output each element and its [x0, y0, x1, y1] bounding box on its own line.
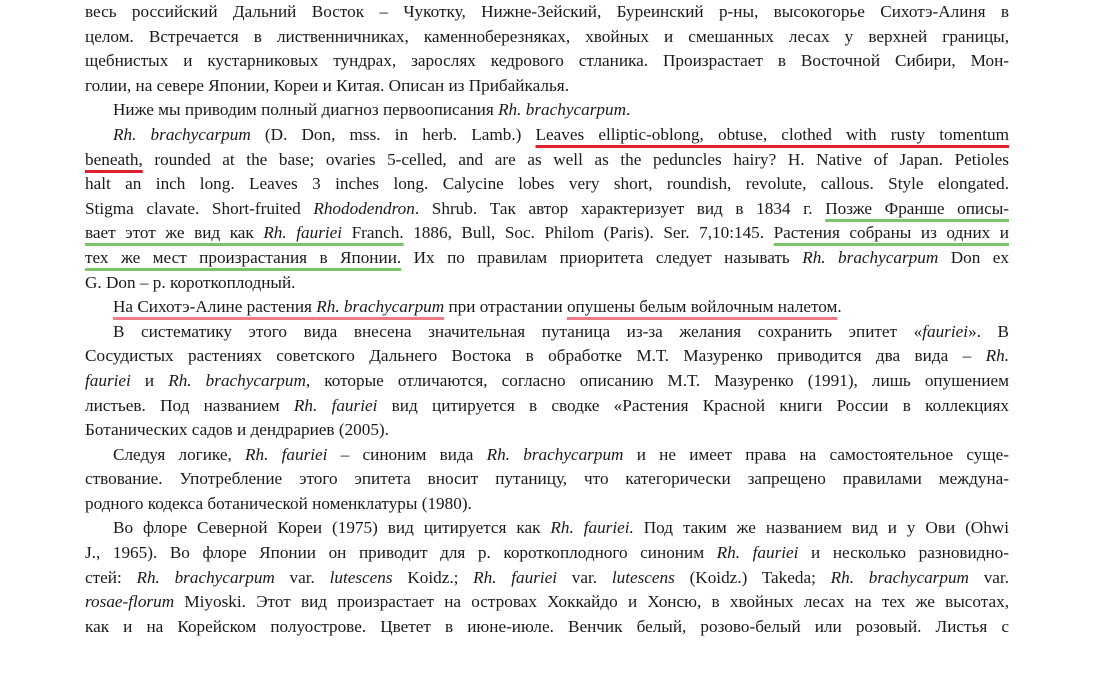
- text-span: var.: [968, 567, 1009, 587]
- italic-text: rosae-florum: [85, 592, 175, 612]
- text-span: J., 1965). Во флоре Японии он приводит для р. короткоплодного синоним: [85, 543, 717, 563]
- text-span: rounded at the base; ovaries 5-celled, and are as well as the peduncles hairy? H. Native of Japan. Petioles: [142, 149, 1009, 169]
- text-line: [85, 197, 1009, 222]
- text-line: [85, 123, 1009, 148]
- text-line: [85, 467, 1009, 492]
- italic-text: Rh. fauriei: [716, 543, 799, 563]
- text-span: Ботанических садов и дендрариев (2005).: [85, 420, 389, 440]
- italic-text: Rh. brachycarpum: [802, 247, 939, 267]
- text-span: Их по правилам приоритета следует называть: [401, 247, 803, 267]
- underlined-text: На Сихотэ-Алине растения: [113, 297, 317, 317]
- text-span: В систематику этого вида внесена значительная путаница из-за желания сохранить эпитет «: [113, 321, 923, 341]
- text-line: [85, 246, 1009, 271]
- text-span: Под таким же названием вид и у Ови (Ohwi: [633, 518, 1009, 538]
- italic-text: Rh.: [985, 346, 1009, 366]
- document-page: [85, 0, 1009, 639]
- text-span: – синоним вида: [327, 444, 487, 464]
- underlined-text: Rh. fauriei: [263, 223, 343, 243]
- italic-text: Rh. brachycarpum: [168, 370, 306, 390]
- italic-text: Rh. brachycarpum: [113, 124, 251, 144]
- underlined-text: Franch.: [342, 223, 404, 243]
- text-span: Сосудистых растениях советского Дальнего Востока в обработке М.Т. Мазуренко приводится два вида –: [85, 346, 986, 366]
- text-span: Koidz.;: [392, 567, 474, 587]
- text-span: .: [837, 297, 842, 317]
- text-line: [85, 0, 1009, 25]
- text-span: (Koidz.) Takeda;: [674, 567, 831, 587]
- text-line: [85, 49, 1009, 74]
- text-span: (D. Don, mss. in herb. Lamb.): [250, 124, 536, 144]
- text-span: при отрастании: [444, 297, 567, 317]
- text-line: [85, 443, 1009, 468]
- italic-text: fauriei: [85, 370, 131, 390]
- text-line: [85, 394, 1009, 419]
- italic-text: Rh. brachycarpum: [486, 444, 624, 464]
- italic-text: Rh. fauriei: [293, 395, 378, 415]
- text-line: [85, 344, 1009, 369]
- underlined-text: вает этот же вид как: [85, 223, 264, 243]
- text-span: var.: [557, 567, 612, 587]
- underlined-text: Rh. brachycarpum: [316, 297, 445, 317]
- text-span: и: [130, 370, 169, 390]
- text-span: Следуя логике,: [113, 444, 245, 464]
- italic-text: Rh. brachycarpum: [498, 100, 626, 120]
- italic-text: Rhododendron: [313, 198, 415, 218]
- text-span: щебнистых и кустарниковых тундрах, зарослях кедрового стланика. Произрастает в Восточной Сибири, Мон-: [85, 51, 1009, 71]
- text-line: [85, 74, 1009, 99]
- text-span: G. Don – р. короткоплодный.: [85, 272, 296, 292]
- text-span: Miyoski. Этот вид произрастает на островах Хоккайдо и Хонсю, в хвойных лесах на тех же высотах,: [174, 592, 1009, 612]
- italic-text: Rh. brachycarpum: [136, 567, 275, 587]
- underlined-text: Растения собраны из одних и: [773, 223, 1009, 243]
- text-span: Stigma clavate. Short-fruited: [85, 198, 314, 218]
- underlined-text: beneath,: [85, 149, 143, 169]
- text-span: вид цитируется в сводке «Растения Красной книги России в коллекциях: [377, 395, 1009, 415]
- italic-text: Rh. brachycarpum: [830, 567, 969, 587]
- text-span: голии, на севере Японии, Кореи и Китая. Описан из Прибайкалья.: [85, 75, 569, 95]
- text-span: и несколько разновидно-: [798, 543, 1009, 563]
- text-line: [85, 516, 1009, 541]
- underlined-text: опушены белым войлочным налетом: [566, 297, 838, 317]
- italic-text: Rh. fauriei.: [550, 518, 634, 538]
- text-span: как и на Корейском полуострове. Цветет в июне-июле. Венчик белый, розово-белый или розовый. Листья с: [85, 616, 1009, 636]
- italic-text: lutescens: [329, 567, 393, 587]
- text-line: [85, 492, 1009, 517]
- text-span: Ниже мы приводим полный диагноз первоописания: [113, 100, 499, 120]
- text-line: [85, 221, 1009, 246]
- text-line: [85, 541, 1009, 566]
- text-span: весь российский Дальний Восток – Чукотку, Нижне-Зейский, Буреинский р-ны, высокогорье Сихотэ-Алиня в: [85, 2, 1009, 21]
- text-line: [85, 369, 1009, 394]
- text-span: целом. Встречается в лиственничниках, каменноберезняках, хвойных и смешанных лесах у верхней границы,: [85, 26, 1009, 46]
- text-span: листьев. Под названием: [85, 395, 294, 415]
- text-span: 1886, Bull, Soc. Philom (Paris). Ser. 7,10:145.: [403, 223, 774, 243]
- italic-text: Rh. fauriei: [473, 567, 558, 587]
- italic-text: Rh. fauriei: [245, 444, 328, 464]
- text-line: [85, 172, 1009, 197]
- text-span: ствование. Употребление этого эпитета вносит путаницу, что категорически запрещено правилами междуна-: [85, 469, 1009, 489]
- text-line: [85, 566, 1009, 591]
- text-span: .: [626, 100, 631, 120]
- text-line: [85, 320, 1009, 345]
- text-span: var.: [274, 567, 330, 587]
- italic-text: lutescens: [611, 567, 675, 587]
- italic-text: fauriei: [922, 321, 969, 341]
- text-span: родного кодекса ботанической номенклатуры (1980).: [85, 493, 472, 513]
- text-line: [85, 590, 1009, 615]
- underlined-text: Leaves elliptic-oblong, obtuse, clothed with rusty tomentum: [535, 124, 1009, 144]
- text-line: [85, 25, 1009, 50]
- text-span: , которые отличаются, согласно описанию М.Т. Мазуренко (1991), лишь опушением: [305, 370, 1009, 390]
- text-span: и не имеет права на самостоятельное суще-: [623, 444, 1009, 464]
- underlined-text: Позже Франше описы-: [825, 198, 1009, 218]
- text-span: halt an inch long. Leaves 3 inches long. Calycine lobes very short, roundish, revolute, callous. Style elongated.: [85, 174, 1009, 194]
- text-line: [85, 418, 1009, 443]
- text-span: . Shrub. Так автор характеризует вид в 1834 г.: [414, 198, 826, 218]
- text-span: ». В: [968, 321, 1009, 341]
- text-line: [85, 295, 1009, 320]
- text-line: [85, 148, 1009, 173]
- text-span: Don ex: [938, 247, 1009, 267]
- text-span: стей:: [85, 567, 137, 587]
- text-span: Во флоре Северной Кореи (1975) вид цитируется как: [113, 518, 551, 538]
- underlined-text: тех же мест произрастания в Японии.: [85, 247, 402, 267]
- text-line: [85, 615, 1009, 640]
- text-line: [85, 271, 1009, 296]
- text-line: [85, 98, 1009, 123]
